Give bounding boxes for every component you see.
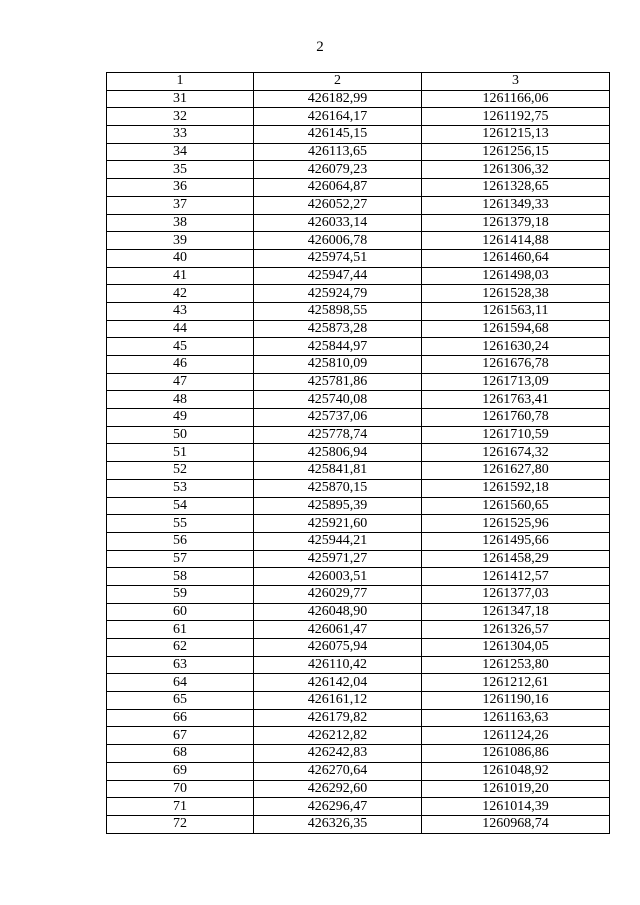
point-number-cell: 63 bbox=[107, 656, 254, 674]
table-row bbox=[107, 320, 610, 338]
table-row bbox=[107, 639, 610, 657]
point-number-cell: 33 bbox=[107, 126, 254, 144]
point-number-cell: 70 bbox=[107, 780, 254, 798]
y-coordinate-cell: 1261166,06 bbox=[422, 90, 610, 108]
x-coordinate-cell: 426161,12 bbox=[254, 692, 422, 710]
point-number-cell: 67 bbox=[107, 727, 254, 745]
table-row bbox=[107, 285, 610, 303]
x-coordinate-cell: 425781,86 bbox=[254, 373, 422, 391]
table-row bbox=[107, 479, 610, 497]
y-coordinate-cell: 1261349,33 bbox=[422, 196, 610, 214]
x-coordinate-cell: 426003,51 bbox=[254, 568, 422, 586]
y-coordinate-cell: 1261379,18 bbox=[422, 214, 610, 232]
y-coordinate-cell: 1261256,15 bbox=[422, 143, 610, 161]
y-coordinate-cell: 1261713,09 bbox=[422, 373, 610, 391]
y-coordinate-cell: 1261019,20 bbox=[422, 780, 610, 798]
table-row bbox=[107, 603, 610, 621]
column-header: 3 bbox=[422, 73, 610, 91]
x-coordinate-cell: 426242,83 bbox=[254, 745, 422, 763]
y-coordinate-cell: 1261674,32 bbox=[422, 444, 610, 462]
point-number-cell: 57 bbox=[107, 550, 254, 568]
x-coordinate-cell: 426326,35 bbox=[254, 815, 422, 833]
x-coordinate-cell: 426079,23 bbox=[254, 161, 422, 179]
column-header: 1 bbox=[107, 73, 254, 91]
point-number-cell: 36 bbox=[107, 179, 254, 197]
x-coordinate-cell: 425870,15 bbox=[254, 479, 422, 497]
table-row bbox=[107, 497, 610, 515]
x-coordinate-cell: 426296,47 bbox=[254, 798, 422, 816]
table-row bbox=[107, 161, 610, 179]
table-row bbox=[107, 126, 610, 144]
table-row bbox=[107, 709, 610, 727]
table-row bbox=[107, 143, 610, 161]
x-coordinate-cell: 426212,82 bbox=[254, 727, 422, 745]
x-coordinate-cell: 425810,09 bbox=[254, 356, 422, 374]
table-row bbox=[107, 815, 610, 833]
table-row bbox=[107, 391, 610, 409]
y-coordinate-cell: 1261563,11 bbox=[422, 302, 610, 320]
point-number-cell: 37 bbox=[107, 196, 254, 214]
table-row bbox=[107, 267, 610, 285]
y-coordinate-cell: 1261763,41 bbox=[422, 391, 610, 409]
x-coordinate-cell: 426061,47 bbox=[254, 621, 422, 639]
x-coordinate-cell: 426029,77 bbox=[254, 585, 422, 603]
x-coordinate-cell: 426179,82 bbox=[254, 709, 422, 727]
y-coordinate-cell: 1261528,38 bbox=[422, 285, 610, 303]
column-header: 2 bbox=[254, 73, 422, 91]
x-coordinate-cell: 425737,06 bbox=[254, 409, 422, 427]
y-coordinate-cell: 1261306,32 bbox=[422, 161, 610, 179]
point-number-cell: 54 bbox=[107, 497, 254, 515]
table-row bbox=[107, 462, 610, 480]
table-row bbox=[107, 179, 610, 197]
point-number-cell: 44 bbox=[107, 320, 254, 338]
table-row bbox=[107, 444, 610, 462]
page-number: 2 bbox=[316, 39, 324, 55]
table-row bbox=[107, 621, 610, 639]
y-coordinate-cell: 1261594,68 bbox=[422, 320, 610, 338]
x-coordinate-cell: 426145,15 bbox=[254, 126, 422, 144]
y-coordinate-cell: 1261458,29 bbox=[422, 550, 610, 568]
coordinates-table bbox=[106, 72, 610, 834]
y-coordinate-cell: 1261326,57 bbox=[422, 621, 610, 639]
table-row bbox=[107, 232, 610, 250]
point-number-cell: 58 bbox=[107, 568, 254, 586]
y-coordinate-cell: 1261676,78 bbox=[422, 356, 610, 374]
table-row bbox=[107, 90, 610, 108]
y-coordinate-cell: 1261460,64 bbox=[422, 249, 610, 267]
table-row bbox=[107, 214, 610, 232]
point-number-cell: 56 bbox=[107, 532, 254, 550]
table-row bbox=[107, 568, 610, 586]
x-coordinate-cell: 425921,60 bbox=[254, 515, 422, 533]
x-coordinate-cell: 426075,94 bbox=[254, 639, 422, 657]
table-row bbox=[107, 108, 610, 126]
x-coordinate-cell: 425944,21 bbox=[254, 532, 422, 550]
table-row bbox=[107, 692, 610, 710]
table-row bbox=[107, 532, 610, 550]
table-row bbox=[107, 373, 610, 391]
table-row bbox=[107, 249, 610, 267]
x-coordinate-cell: 425971,27 bbox=[254, 550, 422, 568]
y-coordinate-cell: 1261710,59 bbox=[422, 426, 610, 444]
point-number-cell: 43 bbox=[107, 302, 254, 320]
x-coordinate-cell: 425873,28 bbox=[254, 320, 422, 338]
point-number-cell: 49 bbox=[107, 409, 254, 427]
x-coordinate-cell: 425924,79 bbox=[254, 285, 422, 303]
x-coordinate-cell: 425895,39 bbox=[254, 497, 422, 515]
y-coordinate-cell: 1261190,16 bbox=[422, 692, 610, 710]
y-coordinate-cell: 1261215,13 bbox=[422, 126, 610, 144]
y-coordinate-cell: 1261630,24 bbox=[422, 338, 610, 356]
y-coordinate-cell: 1260968,74 bbox=[422, 815, 610, 833]
point-number-cell: 35 bbox=[107, 161, 254, 179]
point-number-cell: 71 bbox=[107, 798, 254, 816]
point-number-cell: 61 bbox=[107, 621, 254, 639]
table-row bbox=[107, 656, 610, 674]
table-row bbox=[107, 515, 610, 533]
y-coordinate-cell: 1261347,18 bbox=[422, 603, 610, 621]
x-coordinate-cell: 425947,44 bbox=[254, 267, 422, 285]
point-number-cell: 52 bbox=[107, 462, 254, 480]
table-row bbox=[107, 745, 610, 763]
table-row bbox=[107, 550, 610, 568]
x-coordinate-cell: 425898,55 bbox=[254, 302, 422, 320]
point-number-cell: 66 bbox=[107, 709, 254, 727]
point-number-cell: 72 bbox=[107, 815, 254, 833]
x-coordinate-cell: 426110,42 bbox=[254, 656, 422, 674]
x-coordinate-cell: 425844,97 bbox=[254, 338, 422, 356]
x-coordinate-cell: 425806,94 bbox=[254, 444, 422, 462]
table-row bbox=[107, 302, 610, 320]
table-row bbox=[107, 585, 610, 603]
y-coordinate-cell: 1261212,61 bbox=[422, 674, 610, 692]
table-row bbox=[107, 727, 610, 745]
y-coordinate-cell: 1261163,63 bbox=[422, 709, 610, 727]
y-coordinate-cell: 1261760,78 bbox=[422, 409, 610, 427]
y-coordinate-cell: 1261560,65 bbox=[422, 497, 610, 515]
x-coordinate-cell: 426048,90 bbox=[254, 603, 422, 621]
point-number-cell: 34 bbox=[107, 143, 254, 161]
point-number-cell: 42 bbox=[107, 285, 254, 303]
point-number-cell: 46 bbox=[107, 356, 254, 374]
y-coordinate-cell: 1261377,03 bbox=[422, 585, 610, 603]
table-row bbox=[107, 674, 610, 692]
point-number-cell: 53 bbox=[107, 479, 254, 497]
point-number-cell: 40 bbox=[107, 249, 254, 267]
table-row bbox=[107, 409, 610, 427]
point-number-cell: 41 bbox=[107, 267, 254, 285]
point-number-cell: 32 bbox=[107, 108, 254, 126]
table-row bbox=[107, 196, 610, 214]
x-coordinate-cell: 426142,04 bbox=[254, 674, 422, 692]
y-coordinate-cell: 1261525,96 bbox=[422, 515, 610, 533]
table-row bbox=[107, 762, 610, 780]
point-number-cell: 50 bbox=[107, 426, 254, 444]
x-coordinate-cell: 426006,78 bbox=[254, 232, 422, 250]
x-coordinate-cell: 425740,08 bbox=[254, 391, 422, 409]
y-coordinate-cell: 1261328,65 bbox=[422, 179, 610, 197]
y-coordinate-cell: 1261086,86 bbox=[422, 745, 610, 763]
table-row bbox=[107, 780, 610, 798]
point-number-cell: 69 bbox=[107, 762, 254, 780]
y-coordinate-cell: 1261048,92 bbox=[422, 762, 610, 780]
x-coordinate-cell: 426164,17 bbox=[254, 108, 422, 126]
table-body bbox=[107, 90, 610, 833]
point-number-cell: 38 bbox=[107, 214, 254, 232]
x-coordinate-cell: 425974,51 bbox=[254, 249, 422, 267]
point-number-cell: 39 bbox=[107, 232, 254, 250]
x-coordinate-cell: 426052,27 bbox=[254, 196, 422, 214]
point-number-cell: 64 bbox=[107, 674, 254, 692]
point-number-cell: 62 bbox=[107, 639, 254, 657]
x-coordinate-cell: 426292,60 bbox=[254, 780, 422, 798]
x-coordinate-cell: 426270,64 bbox=[254, 762, 422, 780]
y-coordinate-cell: 1261124,26 bbox=[422, 727, 610, 745]
table-row bbox=[107, 798, 610, 816]
point-number-cell: 47 bbox=[107, 373, 254, 391]
y-coordinate-cell: 1261414,88 bbox=[422, 232, 610, 250]
point-number-cell: 60 bbox=[107, 603, 254, 621]
y-coordinate-cell: 1261304,05 bbox=[422, 639, 610, 657]
point-number-cell: 45 bbox=[107, 338, 254, 356]
x-coordinate-cell: 426033,14 bbox=[254, 214, 422, 232]
point-number-cell: 59 bbox=[107, 585, 254, 603]
table-row bbox=[107, 426, 610, 444]
y-coordinate-cell: 1261592,18 bbox=[422, 479, 610, 497]
point-number-cell: 65 bbox=[107, 692, 254, 710]
point-number-cell: 68 bbox=[107, 745, 254, 763]
point-number-cell: 55 bbox=[107, 515, 254, 533]
table-row bbox=[107, 356, 610, 374]
point-number-cell: 51 bbox=[107, 444, 254, 462]
x-coordinate-cell: 425841,81 bbox=[254, 462, 422, 480]
table-row bbox=[107, 338, 610, 356]
x-coordinate-cell: 426064,87 bbox=[254, 179, 422, 197]
x-coordinate-cell: 425778,74 bbox=[254, 426, 422, 444]
y-coordinate-cell: 1261627,80 bbox=[422, 462, 610, 480]
y-coordinate-cell: 1261495,66 bbox=[422, 532, 610, 550]
x-coordinate-cell: 426113,65 bbox=[254, 143, 422, 161]
y-coordinate-cell: 1261192,75 bbox=[422, 108, 610, 126]
point-number-cell: 31 bbox=[107, 90, 254, 108]
y-coordinate-cell: 1261253,80 bbox=[422, 656, 610, 674]
x-coordinate-cell: 426182,99 bbox=[254, 90, 422, 108]
table-header-row bbox=[107, 73, 610, 91]
y-coordinate-cell: 1261014,39 bbox=[422, 798, 610, 816]
point-number-cell: 48 bbox=[107, 391, 254, 409]
y-coordinate-cell: 1261412,57 bbox=[422, 568, 610, 586]
y-coordinate-cell: 1261498,03 bbox=[422, 267, 610, 285]
